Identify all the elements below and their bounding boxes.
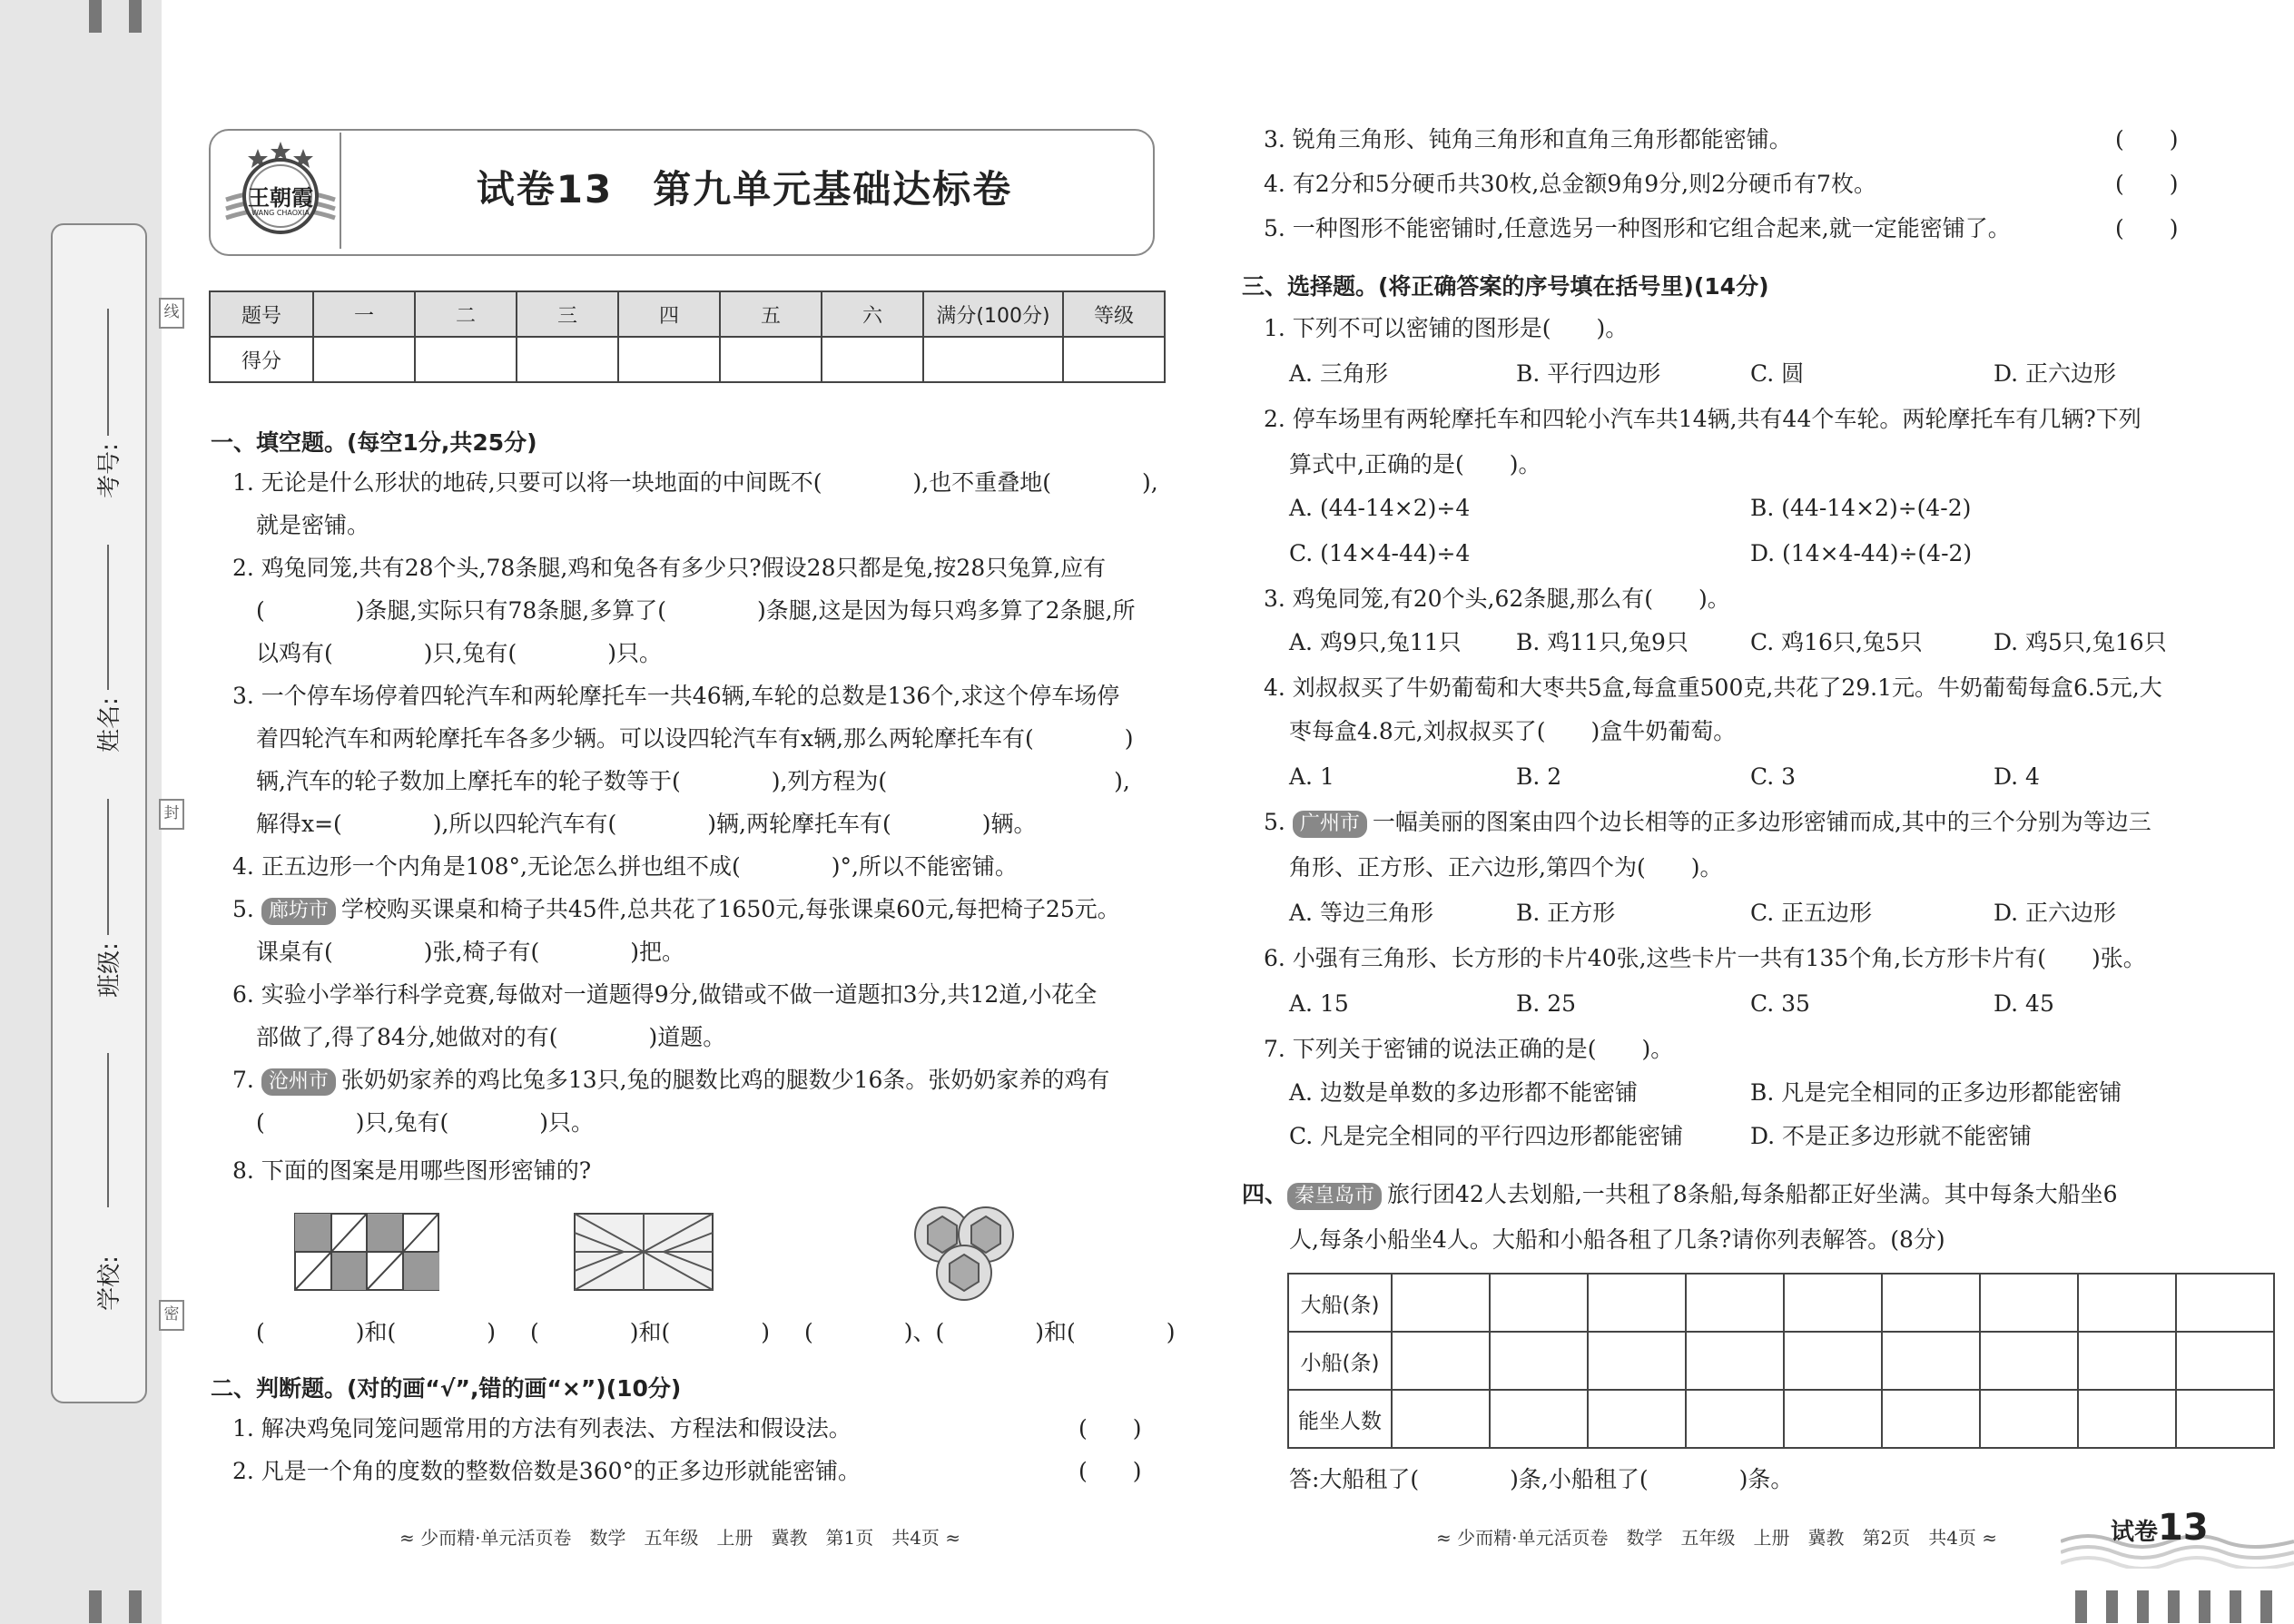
choice-option: C. 35 [1750, 990, 1810, 1017]
choice-question: 1. 下列不可以密铺的图形是( )。 [1264, 315, 1629, 341]
choice-option: B. 平行四边形 [1516, 360, 1661, 387]
choice-option: B. (44-14×2)÷(4-2) [1750, 495, 1972, 521]
city-tag: 广州市 [1293, 811, 1367, 838]
choice-option: D. 4 [1994, 763, 2040, 790]
registration-mark [89, 1590, 102, 1623]
choice-option: C. 凡是完全相同的平行四边形都能密铺 [1289, 1123, 1684, 1149]
city-tag: 廊坊市 [261, 898, 336, 925]
city-tag: 秦皇岛市 [1287, 1183, 1382, 1210]
score-entry-cell[interactable] [415, 337, 517, 382]
q3-line: 着四轮汽车和两轮摩托车各多少辆。可以设四轮汽车有x辆,那么两轮摩托车有( ) [256, 725, 1134, 752]
judge-answer-paren[interactable]: ( ) [1078, 1415, 1142, 1442]
table-cell[interactable] [2176, 1274, 2274, 1332]
choice-option: D. (14×4-44)÷(4-2) [1750, 540, 1973, 566]
seal-mark-line: 线 [159, 298, 184, 329]
choice-option: C. 3 [1750, 763, 1797, 790]
score-cell: 五 [720, 291, 822, 337]
table-cell[interactable] [1784, 1332, 1882, 1390]
choice-question: 3. 鸡兔同笼,有20个头,62条腿,那么有( )。 [1264, 586, 1730, 612]
table-cell[interactable] [1784, 1274, 1882, 1332]
table-cell[interactable] [1882, 1332, 1980, 1390]
choice-option: D. 鸡5只,兔16只 [1994, 629, 2167, 655]
table-cell[interactable] [1490, 1332, 1588, 1390]
choice-option: C. (14×4-44)÷4 [1289, 540, 1471, 566]
section-4-label: 四、 [1242, 1181, 1288, 1207]
score-cell: 二 [415, 291, 517, 337]
registration-mark [2230, 1590, 2241, 1623]
name-line [107, 545, 109, 690]
tessellation-figure-3 [911, 1200, 1017, 1305]
choice-option: A. 等边三角形 [1289, 900, 1433, 926]
judge-answer-paren[interactable]: ( ) [1078, 1458, 1142, 1484]
choice-option: A. 鸡9只,兔11只 [1289, 629, 1462, 655]
q2-line: ( )条腿,实际只有78条腿,多算了( )条腿,这是因为每只鸡多算了2条腿,所 [256, 597, 1136, 624]
judge-item: 3. 锐角三角形、钝角三角形和直角三角形都能密铺。 [1264, 126, 1792, 153]
class-label: 班级: [95, 942, 123, 998]
q5-line: 课桌有( )张,椅子有( )把。 [256, 939, 684, 965]
registration-mark [2260, 1590, 2272, 1623]
table-cell[interactable] [1784, 1390, 1882, 1448]
choice-question: 7. 下列关于密铺的说法正确的是( )。 [1264, 1036, 1674, 1062]
brand-logo [222, 136, 340, 243]
judge-item: 4. 有2分和5分硬币共30枚,总金额9角9分,则2分硬币有7枚。 [1264, 171, 1876, 197]
choice-question: 枣每盒4.8元,刘叔叔买了( )盒牛奶葡萄。 [1289, 718, 1737, 744]
choice-option: B. 鸡11只,兔9只 [1516, 629, 1689, 655]
score-entry-cell[interactable] [517, 337, 618, 382]
exam-number-line [107, 309, 109, 436]
student-info-box [51, 223, 147, 1403]
score-table [209, 290, 1166, 383]
page-title: 试卷13 第九单元基础达标卷 [476, 167, 1013, 212]
q1-line: 就是密铺。 [256, 512, 370, 538]
name-label: 姓名: [95, 697, 123, 753]
registration-mark [2075, 1590, 2087, 1623]
row-header: 大船(条) [1288, 1274, 1392, 1332]
q6-line: 6. 实验小学举行科学竞赛,每做对一道题得9分,做错或不做一道题扣3分,共12道,小花全 [232, 981, 1098, 1008]
exam-number-label: 考号: [95, 443, 123, 498]
choice-option: A. 边数是单数的多边形都不能密铺 [1289, 1079, 1638, 1106]
row-header: 能坐人数 [1288, 1390, 1392, 1448]
registration-mark [2168, 1590, 2180, 1623]
section-4-text: 人,每条小船坐4人。大船和小船各租了几条?请你列表解答。(8分) [1289, 1226, 1945, 1253]
q2-line: 以鸡有( )只,兔有( )只。 [256, 640, 662, 666]
registration-mark [2137, 1590, 2149, 1623]
judge-item: 1. 解决鸡兔同笼问题常用的方法有列表法、方程法和假设法。 [232, 1415, 852, 1442]
logo-text: 王朝霞 [248, 184, 313, 211]
choice-option: A. 15 [1289, 990, 1349, 1017]
choice-option: A. 1 [1289, 763, 1334, 790]
choice-option: C. 鸡16只,兔5只 [1750, 629, 1923, 655]
table-cell[interactable] [1588, 1390, 1686, 1448]
choice-question: 算式中,正确的是( )。 [1289, 451, 1541, 477]
q8-answer-2: ( )和( ) [530, 1319, 771, 1345]
section-4-answer: 答:大船租了( )条,小船租了( )条。 [1289, 1466, 1794, 1492]
score-entry-cell[interactable] [618, 337, 720, 382]
table-cell[interactable] [1686, 1274, 1784, 1332]
q8-answer-3: ( )、( )和( ) [804, 1319, 1176, 1345]
city-tag: 沧州市 [261, 1068, 336, 1096]
badge-label: 试卷 [2111, 1519, 2159, 1546]
choice-option: A. 三角形 [1289, 360, 1388, 387]
solution-table [1287, 1273, 2275, 1449]
table-cell[interactable] [1490, 1390, 1588, 1448]
q7-line: ( )只,兔有( )只。 [256, 1109, 594, 1136]
footer-left: ≈ 少而精·单元活页卷 数学 五年级 上册 冀教 第1页 共4页 ≈ [399, 1527, 961, 1549]
table-cell[interactable] [1882, 1390, 1980, 1448]
choice-option: C. 圆 [1750, 360, 1805, 387]
registration-mark [2106, 1590, 2118, 1623]
table-cell[interactable] [1392, 1274, 1490, 1332]
q3-line: 解得x=( ),所以四轮汽车有( )辆,两轮摩托车有( )辆。 [256, 811, 1037, 837]
q3-line: 3. 一个停车场停着四轮汽车和两轮摩托车一共46辆,车轮的总数是136个,求这个停车场停 [232, 683, 1120, 709]
choice-option: B. 正方形 [1516, 900, 1616, 926]
q3-line: 辆,汽车的轮子数加上摩托车的轮子数等于( ),列方程为( ), [256, 768, 1130, 794]
choice-question: 2. 停车场里有两轮摩托车和四轮小汽车共14辆,共有44个车轮。两轮摩托车有几辆?下列 [1264, 406, 2141, 432]
table-cell[interactable] [2176, 1332, 2274, 1390]
choice-option: B. 2 [1516, 763, 1562, 790]
judge-item: 5. 一种图形不能密铺时,任意选另一种图形和它组合起来,就一定能密铺了。 [1264, 215, 2011, 241]
choice-question: 角形、正方形、正六边形,第四个为( )。 [1289, 854, 1723, 881]
q4-line: 4. 正五边形一个内角是108°,无论怎么拼也组不成( )°,所以不能密铺。 [232, 853, 1018, 880]
registration-mark [129, 1590, 142, 1623]
registration-mark [89, 0, 102, 33]
score-cell: 四 [618, 291, 720, 337]
judge-answer-paren[interactable]: ( ) [2115, 126, 2179, 153]
table-cell[interactable] [1392, 1390, 1490, 1448]
table-cell[interactable] [1588, 1332, 1686, 1390]
score-cell: 六 [822, 291, 923, 337]
q5-line: 5. 廊坊市 学校购买课桌和椅子共45件,总共花了1650元,每张课桌60元,每把椅子25元。 [232, 895, 1120, 925]
score-entry-cell[interactable] [822, 337, 923, 382]
registration-mark [129, 0, 142, 33]
table-cell[interactable] [1686, 1332, 1784, 1390]
class-line [107, 799, 109, 935]
seal-mark-secret: 密 [159, 1300, 184, 1331]
section-4-heading [1242, 1180, 2118, 1210]
exam-number-badge [2111, 1507, 2209, 1549]
table-cell[interactable] [2078, 1274, 2176, 1332]
score-cell: 一 [313, 291, 415, 337]
footer-right: ≈ 少而精·单元活页卷 数学 五年级 上册 冀教 第2页 共4页 ≈ [1436, 1527, 1998, 1549]
table-row [1288, 1332, 2274, 1390]
q6-line: 部做了,得了84分,她做对的有( )道题。 [256, 1024, 726, 1050]
school-line [107, 1053, 109, 1207]
score-cell: 等级 [1063, 291, 1165, 337]
section-4-text: 旅行团42人去划船,一共租了8条船,每条船都正好坐满。其中每条大船坐6 [1387, 1181, 2118, 1207]
registration-mark [2199, 1590, 2210, 1623]
table-cell[interactable] [1980, 1390, 2078, 1448]
score-cell: 满分(100分) [923, 291, 1063, 337]
logo-subtext: WANG CHAOXIA [251, 209, 310, 217]
choice-option: A. (44-14×2)÷4 [1289, 495, 1471, 521]
choice-option: B. 凡是完全相同的正多边形都能密铺 [1750, 1079, 2122, 1106]
table-cell[interactable] [1588, 1274, 1686, 1332]
table-cell[interactable] [2078, 1390, 2176, 1448]
tessellation-figure-2 [574, 1213, 714, 1291]
q8-line: 8. 下面的图案是用哪些图形密铺的? [232, 1157, 592, 1184]
q5-text: 一幅美丽的图案由四个边长相等的正多边形密铺而成,其中的三个分别为等边三 [1372, 809, 2151, 835]
score-table-row [210, 337, 1165, 382]
table-cell[interactable] [2078, 1332, 2176, 1390]
table-cell[interactable] [1882, 1274, 1980, 1332]
table-cell[interactable] [1686, 1390, 1784, 1448]
table-row [1288, 1274, 2274, 1332]
score-table-header-row [210, 291, 1165, 337]
score-cell: 题号 [210, 291, 313, 337]
judge-answer-paren[interactable]: ( ) [2115, 215, 2179, 241]
table-cell[interactable] [1392, 1332, 1490, 1390]
table-cell[interactable] [1980, 1332, 2078, 1390]
score-entry-cell[interactable] [720, 337, 822, 382]
tessellation-figure-1 [294, 1213, 439, 1291]
judge-item: 2. 凡是一个角的度数的整数倍数是360°的正多边形就能密铺。 [232, 1458, 861, 1484]
score-cell: 三 [517, 291, 618, 337]
choice-question: 6. 小强有三角形、长方形的卡片40张,这些卡片一共有135个角,长方形卡片有( )张。 [1264, 945, 2146, 971]
section-1-heading: 一、填空题。(每空1分,共25分) [211, 429, 537, 456]
choice-option: D. 45 [1994, 990, 2054, 1017]
banner-divider [340, 133, 341, 249]
choice-option: C. 正五边形 [1750, 900, 1873, 926]
choice-option: D. 正六边形 [1994, 360, 2117, 387]
judge-answer-paren[interactable]: ( ) [2115, 171, 2179, 197]
score-entry-cell[interactable] [313, 337, 415, 382]
q1-line: 1. 无论是什么形状的地砖,只要可以将一块地面的中间既不( ),也不重叠地( ), [232, 469, 1158, 496]
seal-mark-seal: 封 [159, 799, 184, 830]
table-row [1288, 1390, 2274, 1448]
score-entry-cell[interactable] [1063, 337, 1165, 382]
school-label: 学校: [95, 1255, 123, 1311]
row-header: 小船(条) [1288, 1332, 1392, 1390]
score-cell: 得分 [210, 337, 313, 382]
table-cell[interactable] [1980, 1274, 2078, 1332]
q7-line: 7. 沧州市 张奶奶家养的鸡比兔多13只,兔的腿数比鸡的腿数少16条。张奶奶家养的鸡有 [232, 1066, 1109, 1096]
q2-line: 2. 鸡兔同笼,共有28个头,78条腿,鸡和兔各有多少只?假设28只都是兔,按28只兔算,应有 [232, 555, 1107, 581]
badge-number: 13 [2158, 1507, 2209, 1549]
q8-answer-1: ( )和( ) [256, 1319, 497, 1345]
section-2-heading: 二、判断题。(对的画“√”,错的画“×”)(10分) [211, 1375, 682, 1402]
table-cell[interactable] [1490, 1274, 1588, 1332]
section-3-heading: 三、选择题。(将正确答案的序号填在括号里)(14分) [1242, 273, 1769, 300]
choice-question: 5. 广州市 一幅美丽的图案由四个边长相等的正多边形密铺而成,其中的三个分别为等边三 [1264, 808, 2151, 838]
choice-option: D. 不是正多边形就不能密铺 [1750, 1123, 2033, 1149]
q7-text: 张奶奶家养的鸡比兔多13只,兔的腿数比鸡的腿数少16条。张奶奶家养的鸡有 [340, 1067, 1110, 1093]
q5-text: 学校购买课桌和椅子共45件,总共花了1650元,每张课桌60元,每把椅子25元。 [340, 896, 1120, 922]
choice-question: 4. 刘叔叔买了牛奶葡萄和大枣共5盒,每盒重500克,共花了29.1元。牛奶葡萄每盒6.5元,大 [1264, 674, 2162, 701]
score-entry-cell[interactable] [923, 337, 1063, 382]
choice-option: B. 25 [1516, 990, 1577, 1017]
table-cell[interactable] [2176, 1390, 2274, 1448]
choice-option: D. 正六边形 [1994, 900, 2117, 926]
